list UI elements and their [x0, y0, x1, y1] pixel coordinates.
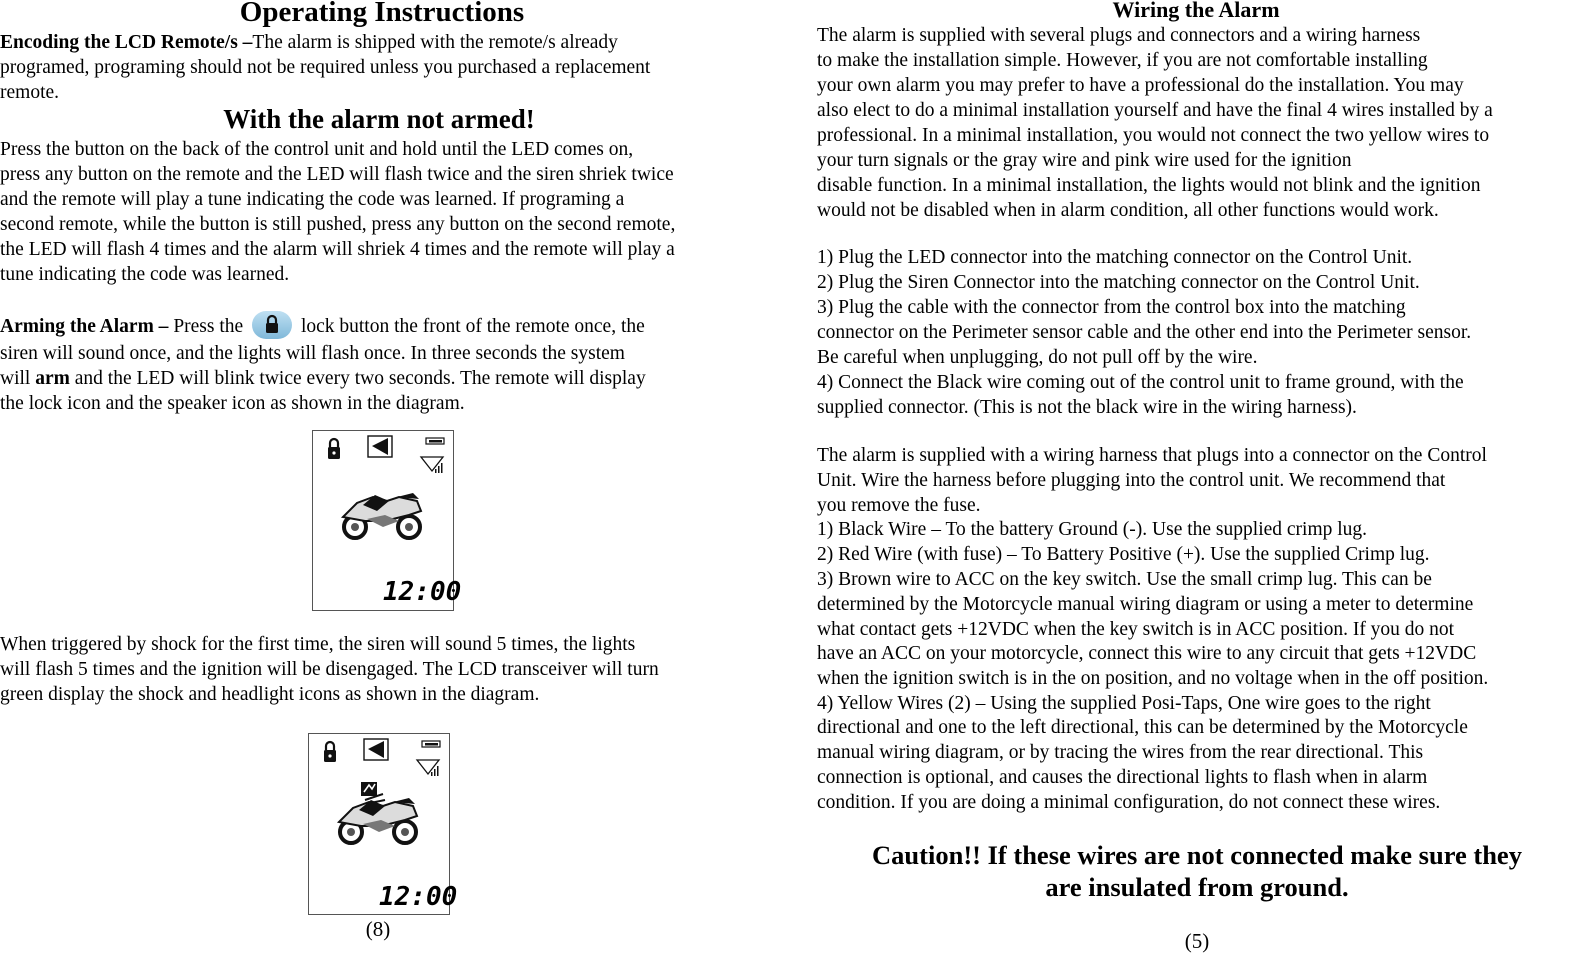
intro-line: The alarm is supplied with several plugs and connectors and a wiring harness	[817, 25, 1421, 46]
harness-line: what contact gets +12VDC when the key switch is in ACC position. If you do not	[817, 619, 1455, 640]
intro-line: professional. In a minimal installation, you would not connect the two yellow wires to	[817, 125, 1490, 146]
encoding-line-2: programed, programing should not be required unless you purchased a replacement	[0, 57, 651, 78]
motorcycle-icon	[339, 798, 417, 843]
page-number: (8)	[365, 917, 391, 941]
harness-line: you remove the fuse.	[817, 495, 981, 516]
arming-line-1: Arming the Alarm – Press the lock button the front of the remote once, the	[0, 311, 645, 339]
step-line: 1) Plug the LED connector into the matching connector on the Control Unit.	[817, 247, 1413, 268]
battery-icon	[426, 438, 444, 444]
harness-line: 2) Red Wire (with fuse) – To Battery Positive (+). Use the supplied Crimp lug.	[817, 544, 1430, 565]
harness-line: The alarm is supplied with a wiring harness that plugs into a connector on the Control	[817, 445, 1487, 466]
motorcycle-icon	[343, 493, 421, 538]
program-line: the LED will flash 4 times and the alarm will shriek 4 times and the remote will play a	[0, 239, 675, 260]
lcd-time: 12:00	[379, 882, 458, 912]
harness-line: have an ACC on your motorcycle, connect this wire to any circuit that gets +12VDC	[817, 643, 1477, 664]
step-line: supplied connector. (This is not the black wire in the wiring harness).	[817, 397, 1357, 418]
harness-line: determined by the Motorcycle manual wiring diagram or using a meter to determine	[817, 594, 1474, 615]
intro-line: to make the installation simple. However, if you are not comfortable installing	[817, 50, 1428, 71]
intro-line: your turn signals or the gray wire and pink wire used for the ignition	[817, 150, 1352, 171]
shock-icon	[361, 782, 377, 796]
lock-button-icon	[252, 311, 292, 339]
signal-icon	[417, 760, 439, 776]
step-line: Be careful when unplugging, do not pull off by the wire.	[817, 347, 1258, 368]
page-title: Wiring the Alarm	[1112, 0, 1280, 22]
step-line: connector on the Perimeter sensor cable and the other end into the Perimeter sensor.	[817, 322, 1472, 343]
caution-line-1: Caution!! If these wires are not connected make sure they	[872, 840, 1522, 870]
harness-line: connection is optional, and causes the directional lights to flash when in alarm	[817, 767, 1428, 788]
lock-icon	[328, 439, 340, 459]
arming-line-2: siren will sound once, and the lights will flash once. In three seconds the system	[0, 343, 625, 364]
battery-icon	[422, 741, 440, 747]
harness-line: 1) Black Wire – To the battery Ground (-). Use the supplied crimp lug.	[817, 519, 1368, 540]
harness-line: Unit. Wire the harness before plugging into the control unit. We recommend that	[817, 470, 1446, 491]
caution-line-2: are insulated from ground.	[1045, 872, 1349, 902]
step-line: 2) Plug the Siren Connector into the matching connector on the Control Unit.	[817, 272, 1420, 293]
harness-line: condition. If you are doing a minimal configuration, do not connect these wires.	[817, 792, 1441, 813]
intro-line: your own alarm you may prefer to have a professional do the installation. You may	[817, 75, 1464, 96]
intro-line: disable function. In a minimal installation, the lights would not blink and the ignition	[817, 175, 1481, 196]
harness-line: directional and one to the left directional, this can be determined by the Motorcycle	[817, 717, 1468, 738]
harness-line: manual wiring diagram, or by tracing the wires from the rear directional. This	[817, 742, 1424, 763]
not-armed-heading: With the alarm not armed!	[223, 104, 535, 134]
page-number: (5)	[1184, 929, 1210, 953]
harness-line: 3) Brown wire to ACC on the key switch. Use the small crimp lug. This can be	[817, 569, 1432, 590]
program-line: Press the button on the back of the control unit and hold until the LED comes on,	[0, 139, 634, 160]
program-line: tune indicating the code was learned.	[0, 264, 290, 285]
intro-line: also elect to do a minimal installation yourself and have the final 4 wires installed by a	[817, 100, 1493, 121]
shock-line: will flash 5 times and the ignition will be disengaged. The LCD transceiver will turn	[0, 659, 659, 680]
shock-line: When triggered by shock for the first time, the siren will sound 5 times, the lights	[0, 634, 636, 655]
arming-line-4: the lock icon and the speaker icon as shown in the diagram.	[0, 393, 465, 414]
speaker-icon	[364, 739, 388, 760]
step-line: 3) Plug the cable with the connector from the control box into the matching	[817, 297, 1406, 318]
arming-line-3: will arm and the LED will blink twice every two seconds. The remote will display	[0, 368, 646, 389]
lcd-time: 12:00	[383, 577, 462, 607]
arming-label: Arming the Alarm –	[0, 316, 169, 337]
step-line: 4) Connect the Black wire coming out of the control unit to frame ground, with the	[817, 372, 1464, 393]
arm-word: arm	[35, 368, 70, 389]
harness-line: 4) Yellow Wires (2) – Using the supplied Posi-Taps, One wire goes to the right	[817, 693, 1431, 714]
program-line: press any button on the remote and the LED will flash twice and the siren shriek twice	[0, 164, 674, 185]
lock-icon	[324, 742, 336, 762]
intro-line: would not be disabled when in alarm condition, all other functions would work.	[817, 200, 1439, 221]
program-line: and the remote will play a tune indicating the code was learned. If programing a	[0, 189, 625, 210]
encoding-line-1: Encoding the LCD Remote/s –The alarm is shipped with the remote/s already	[0, 32, 618, 53]
signal-icon	[421, 457, 443, 473]
program-line: second remote, while the button is still pushed, press any button on the second remote,	[0, 214, 676, 235]
lcd-diagram-triggered	[308, 733, 458, 915]
page-title: Operating Instructions	[239, 0, 525, 28]
speaker-icon	[368, 436, 392, 457]
harness-line: when the ignition switch is in the on position, and no voltage when in the off position.	[817, 668, 1489, 689]
lcd-diagram-armed	[312, 430, 462, 611]
encoding-label: Encoding the LCD Remote/s –	[0, 32, 253, 53]
encoding-line-3: remote.	[0, 82, 60, 103]
shock-line: green display the shock and headlight icons as shown in the diagram.	[0, 684, 540, 705]
